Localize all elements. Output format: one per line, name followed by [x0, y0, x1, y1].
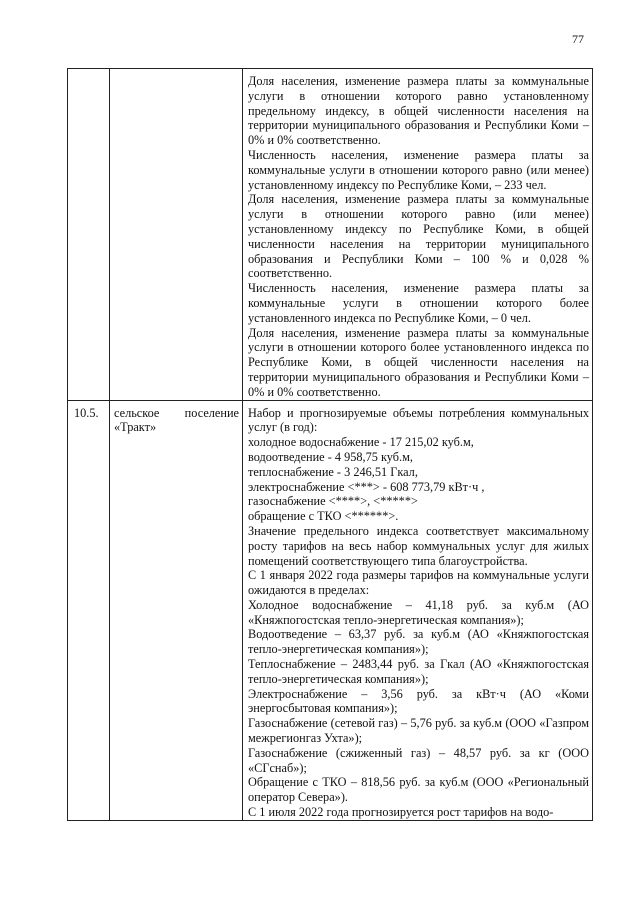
paragraph: Доля населения, изменение размера платы за коммунальные услуги в отношении которого более установленного индекса по Республике Коми, в общей численности населения на территории муниципального образования и Республики Коми – 0% и 0% соответственно.: [248, 325, 589, 399]
paragraph: Набор и прогнозируемые объемы потребления коммунальных услуг (в год):: [248, 405, 589, 435]
paragraph: Газоснабжение (сетевой газ) – 5,76 руб. за куб.м (ООО «Газпром межрегионгаз Ухта»);: [248, 716, 589, 746]
paragraph: Численность населения, изменение размера платы за коммунальные услуги в отношении которого равно (или менее) установленному индексу по Республике Коми, – 233 чел.: [248, 147, 589, 192]
page-number: 77: [572, 32, 584, 46]
paragraph: Доля населения, изменение размера платы за коммунальные услуги в отношении которого равно (или менее) установленному индексу по Республике Коми, в общей численности населения на территории муниципального образования и Республики Коми – 100 % и 0,028 % соответственно.: [248, 192, 589, 281]
table-row: [68, 69, 593, 401]
paragraph: Численность населения, изменение размера платы за коммунальные услуги в отношении которого более установленного индекса по Республике Коми, – 0 чел.: [248, 281, 589, 325]
paragraph: Доля населения, изменение размера платы за коммунальные услуги в отношении которого равно установленному предельному индексу, в общей численности населения на территории муниципального образования и Республики Коми – 0% и 0% соответственно.: [248, 74, 589, 148]
paragraph: С 1 июля 2022 года прогнозируется рост тарифов на водо-: [248, 805, 554, 820]
row-name-cell: [110, 400, 243, 820]
paragraph: Обращение с ТКО – 818,56 руб. за куб.м (ООО «Региональный оператор Севера»).: [248, 775, 589, 805]
paragraph: С 1 января 2022 года размеры тарифов на коммунальные услуги ожидаются в пределах:: [248, 568, 589, 598]
paragraph: Холодное водоснабжение – 41,18 руб. за куб.м (АО «Княжпогостская тепло-энергетическая компания»);: [248, 597, 589, 627]
municipality-name: сельское поселение: [114, 405, 239, 420]
municipality-name-2: «Тракт»: [114, 420, 157, 435]
row-text-cell: [243, 400, 593, 820]
paragraph: Электроснабжение – 3,56 руб. за кВт·ч (АО «Коми энергосбытовая компания»);: [248, 686, 589, 716]
paragraph: газоснабжение <****>, <*****>: [248, 494, 418, 509]
document-table: [67, 68, 593, 821]
row-number: 10.5.: [74, 405, 99, 420]
paragraph: Значение предельного индекса соответствует максимальному росту тарифов на весь набор коммунальных услуг для жилых помещений соответствующего типа благоустройства.: [248, 523, 589, 568]
paragraph: обращение с ТКО <******>.: [248, 509, 399, 524]
paragraph: холодное водоснабжение - 17 215,02 куб.м,: [248, 435, 474, 450]
row-text-cell: [243, 69, 593, 401]
paragraph: электроснабжение <***> - 608 773,79 кВт·ч ,: [248, 479, 485, 494]
table-row: [68, 400, 593, 820]
paragraph: Водоотведение – 63,37 руб. за куб.м (АО «Княжпогостская тепло-энергетическая компания»);: [248, 627, 589, 657]
paragraph: теплоснабжение - 3 246,51 Гкал,: [248, 464, 418, 479]
row-number-cell: [68, 69, 110, 401]
paragraph: Газоснабжение (сжиженный газ) – 48,57 руб. за кг (ООО «СГснаб»);: [248, 745, 589, 775]
row-name-cell: [110, 69, 243, 401]
row-number-cell: [68, 400, 110, 820]
paragraph: водоотведение - 4 958,75 куб.м,: [248, 449, 413, 464]
paragraph: Теплоснабжение – 2483,44 руб. за Гкал (АО «Княжпогостская тепло-энергетическая компания»);: [248, 657, 589, 686]
